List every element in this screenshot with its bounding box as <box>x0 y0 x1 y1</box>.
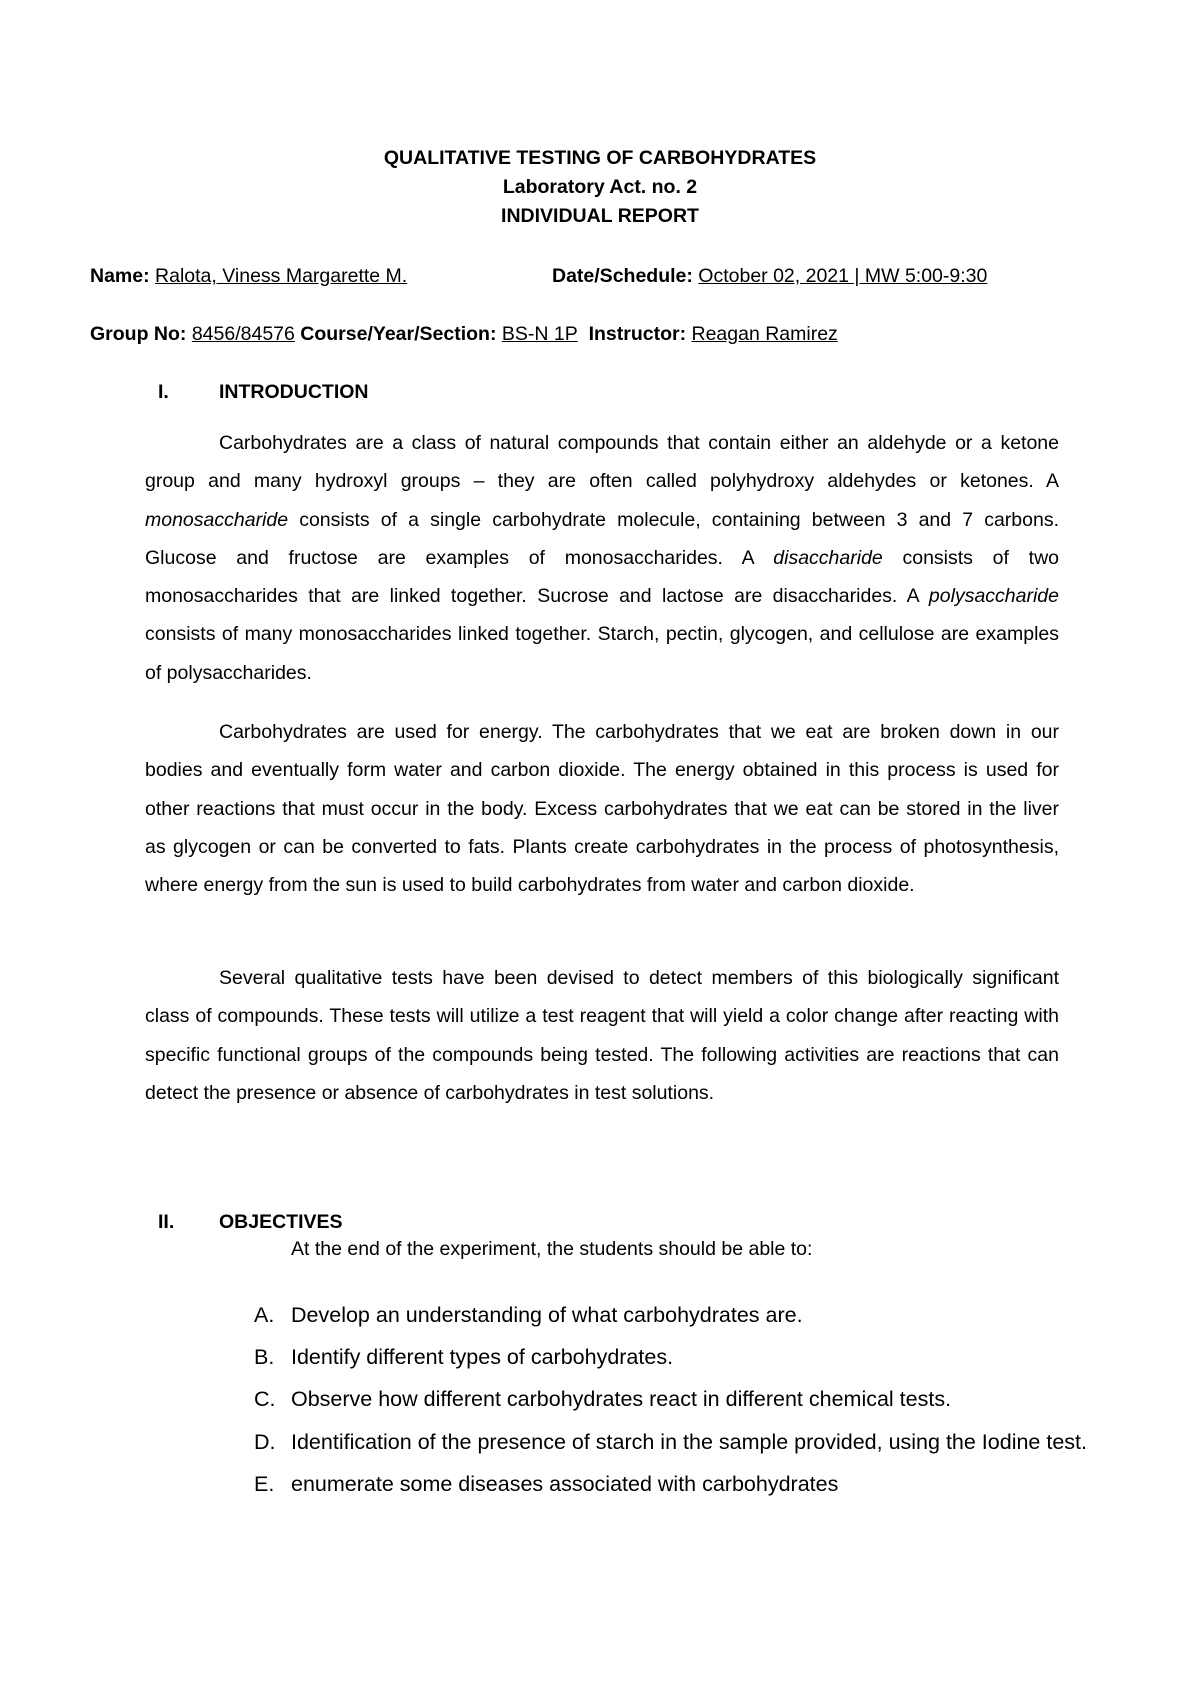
objectives-intro: At the end of the experiment, the students should be able to: <box>291 1238 813 1260</box>
term-polysaccharide: polysaccharide <box>928 585 1059 608</box>
section-heading-objectives <box>158 1211 343 1234</box>
list-item <box>254 1300 1122 1331</box>
item-letter: C. <box>254 1387 276 1411</box>
section-number: II. <box>158 1211 175 1233</box>
instructor-label: Instructor: <box>588 323 687 345</box>
text-run: consists of two monosaccharides that are linked together. Sucrose and lactose are disaccharides. A <box>145 546 1059 608</box>
objectives-list <box>254 1300 1122 1511</box>
item-letter: B. <box>254 1345 275 1369</box>
section-number: I. <box>158 381 169 403</box>
item-text: Observe how different carbohydrates react in different chemical tests. <box>291 1387 952 1411</box>
info-row-2 <box>90 323 838 346</box>
date-value: October 02, 2021 | MW 5:00-9:30 <box>698 265 988 287</box>
name-label: Name: <box>90 265 150 287</box>
date-schedule <box>552 265 987 288</box>
course-value: BS-N 1P <box>501 323 578 345</box>
intro-paragraph-2: Carbohydrates are used for energy. The carbohydrates that we eat are broken down in our bodies and eventually form water and carbon dioxide. The energy obtained in this process is used for other reactions that must occur in the body. Excess carbohydrates that we eat can be stored in the liver as glycogen or can be converted to fats. Plants create carbohydrates in the process of photosynthesis, where energy from the sun is used to build carbohydrates from water and carbon dioxide. <box>145 721 1059 897</box>
info-row-1 <box>90 265 988 288</box>
list-item <box>254 1469 1122 1500</box>
text-run: consists of many monosaccharides linked together. Starch, pectin, glycogen, and cellulose are examples of polysaccharides. <box>145 623 1059 684</box>
intro-paragraph-1 <box>145 424 1059 692</box>
date-label: Date/Schedule: <box>552 265 693 287</box>
group-value: 8456/84576 <box>191 323 295 345</box>
text-run: consists of a single carbohydrate molecule, containing between 3 and 7 carbons. Glucose and fructose are examples of monosaccharides. A <box>145 508 1059 569</box>
item-text: Develop an understanding of what carbohydrates are. <box>291 1303 803 1327</box>
list-item <box>254 1426 1122 1458</box>
item-text: Identification of the presence of starch in the sample provided, using the Iodine test. <box>291 1430 1087 1454</box>
report-type: INDIVIDUAL REPORT <box>501 205 699 227</box>
term-disaccharide: disaccharide <box>773 546 883 569</box>
item-letter: D. <box>254 1430 276 1454</box>
course-label: Course/Year/Section: <box>300 323 497 345</box>
section-title: OBJECTIVES <box>219 1211 343 1233</box>
section-title: INTRODUCTION <box>219 381 369 403</box>
item-letter: E. <box>254 1472 275 1496</box>
section-heading-introduction <box>158 381 369 404</box>
term-monosaccharide: monosaccharide <box>145 508 289 531</box>
text-run: Carbohydrates are a class of natural compounds that contain either an aldehyde or a ketone group and many hydroxyl groups – they are often called polyhydroxy aldehydes or ketones. A <box>145 432 1059 493</box>
intro-paragraph-3: Several qualitative tests have been devised to detect members of this biologically significant class of compounds. These tests will utilize a test reagent that will yield a color change after reacting with specific functional groups of the compounds being tested. The following activities are reactions that can detect the presence or absence of carbohydrates in test solutions. <box>145 967 1059 1104</box>
instructor-value: Reagan Ramirez <box>691 323 838 345</box>
list-item <box>254 1342 1122 1373</box>
list-item <box>254 1384 1122 1415</box>
document-title: QUALITATIVE TESTING OF CARBOHYDRATES <box>383 147 817 169</box>
item-text: Identify different types of carbohydrates. <box>291 1345 674 1369</box>
group-label: Group No: <box>90 323 187 345</box>
document-subtitle: Laboratory Act. no. 2 <box>502 176 698 198</box>
item-text: enumerate some diseases associated with carbohydrates <box>291 1472 839 1496</box>
name-value: Ralota, Viness Margarette M. <box>155 265 408 287</box>
item-letter: A. <box>254 1303 275 1327</box>
